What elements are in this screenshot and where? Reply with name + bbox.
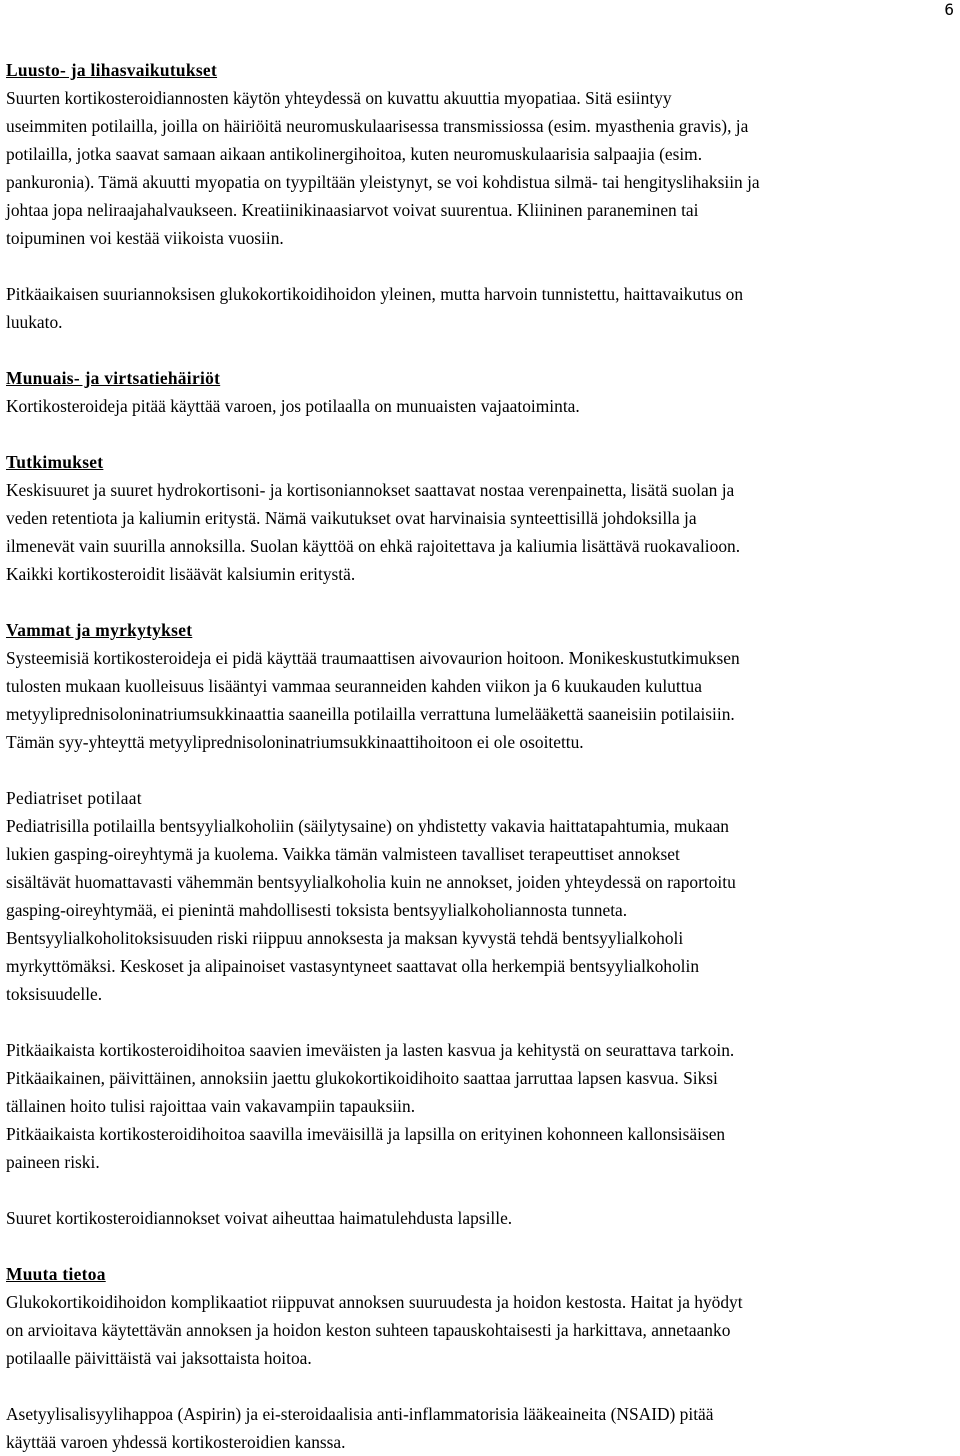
text-line: Pitkäaikaisen suuriannoksisen glukokortikoidihoidon yleinen, mutta harvoin tunnistettu, haittavaikutus on <box>6 284 744 304</box>
text-line: ilmenevät vain suurilla annoksilla. Suolan käyttöä on ehkä rajoitettava ja kaliumia lisättävä ruokavalioon. <box>6 536 741 556</box>
text-line: Pitkäaikaista kortikosteroidihoitoa saavien imeväisten ja lasten kasvua ja kehitystä on seurattava tarkoin. <box>6 1040 735 1060</box>
text-line: käyttää varoen yhdessä kortikosteroidien kanssa. <box>6 1432 346 1452</box>
section-heading-tutkimukset: Tutkimukset <box>6 452 104 472</box>
text-line: Bentsyylialkoholitoksisuuden riski riippuu annoksesta ja maksan kyvystä tehdä bentsyylialkoholi <box>6 928 684 948</box>
text-line: Kortikosteroideja pitää käyttää varoen, jos potilaalla on munuaisten vajaatoiminta. <box>6 396 580 416</box>
section-heading-luusto: Luusto- ja lihasvaikutukset <box>6 60 218 80</box>
text-line: Systeemisiä kortikosteroideja ei pidä käyttää traumaattisen aivovaurion hoitoon. Monikeskustutkimuksen <box>6 648 740 668</box>
text-line: luukato. <box>6 312 63 332</box>
text-line: gasping-oireyhtymää, ei pienintä mahdollisesti toksista bentsyylialkoholiannosta tunneta. <box>6 900 628 920</box>
text-line: metyyliprednisoloninatriumsukkinaattia saaneilla potilailla verrattuna lumelääkettä saaneisiin potilaisiin. <box>6 704 735 724</box>
text-line: useimmiten potilailla, joilla on häiriöitä neuromuskulaarisessa transmissiossa (esim. myasthenia gravis), ja <box>6 116 749 136</box>
section-body-muuta <box>6 1288 950 1372</box>
text-line: veden retentiota ja kaliumin eritystä. Nämä vaikutukset ovat harvinaisia synteettisillä johdoksilla ja <box>6 508 697 528</box>
text-line: myrkyttömäksi. Keskoset ja alipainoiset vastasyntyneet saattavat olla herkempiä bentsyylialkoholin <box>6 956 700 976</box>
section-heading-vammat: Vammat ja myrkytykset <box>6 620 193 640</box>
paragraph-luukato <box>6 280 950 336</box>
text-line: Kaikki kortikosteroidit lisäävät kalsiumin eritystä. <box>6 564 356 584</box>
paragraph-nsaid <box>6 1400 950 1456</box>
text-line: Suurten kortikosteroidiannosten käytön yhteydessä on kuvattu akuuttia myopatiaa. Sitä esiintyy <box>6 88 672 108</box>
section-body-pediatriset <box>6 812 950 1008</box>
section-heading-munuais: Munuais- ja virtsatiehäiriöt <box>6 368 221 388</box>
section-body-luusto <box>6 84 950 252</box>
text-line: Tämän syy-yhteyttä metyyliprednisoloninatriumsukkinaattihoitoon ei ole osoitettu. <box>6 732 584 752</box>
section-body-munuais <box>6 392 950 420</box>
text-line: toksisuudelle. <box>6 984 103 1004</box>
text-line: paineen riski. <box>6 1152 100 1172</box>
text-line: Glukokortikoidihoidon komplikaatiot riippuvat annoksen suuruudesta ja hoidon kestosta. Haitat ja hyödyt <box>6 1292 743 1312</box>
text-line: Suuret kortikosteroidiannokset voivat aiheuttaa haimatulehdusta lapsille. <box>6 1208 513 1228</box>
text-line: potilailla, jotka saavat samaan aikaan antikolinergihoitoa, kuten neuromuskulaarisia salpaajia (esim. <box>6 144 703 164</box>
text-line: tällainen hoito tulisi rajoittaa vain vakavampiin tapauksiin. <box>6 1096 416 1116</box>
text-line: Pediatrisilla potilailla bentsyylialkoholiin (säilytysaine) on yhdistetty vakavia haittatapahtumia, mukaan <box>6 816 729 836</box>
page-number: 6 <box>944 0 954 19</box>
section-body-vammat <box>6 644 950 756</box>
section-heading-pediatriset: Pediatriset potilaat <box>6 788 142 808</box>
text-line: Pitkäaikaista kortikosteroidihoitoa saavilla imeväisillä ja lapsilla on erityinen kohonneen kallonsisäisen <box>6 1124 726 1144</box>
text-line: pankuronia). Tämä akuutti myopatia on tyypiltään yleistynyt, se voi kohdistua silmä- tai hengityslihaksiin ja <box>6 172 760 192</box>
text-line: lukien gasping-oireyhtymä ja kuolema. Vaikka tämän valmisteen tavalliset terapeuttiset annokset <box>6 844 680 864</box>
paragraph-kasvu <box>6 1036 950 1176</box>
text-line: potilaalle päivittäistä vai jaksottaista hoitoa. <box>6 1348 312 1368</box>
text-line: johtaa jopa neliraajahalvaukseen. Kreatiinikinaasiarvot voivat suurentua. Kliininen paraneminen tai <box>6 200 699 220</box>
text-line: Keskisuuret ja suuret hydrokortisoni- ja kortisoniannokset saattavat nostaa verenpainetta, lisätä suolan ja <box>6 480 735 500</box>
section-body-tutkimukset <box>6 476 950 588</box>
text-line: Asetyylisalisyylihappoa (Aspirin) ja ei-steroidaalisia anti-inflammatorisia lääkeaineita (NSAID) pitää <box>6 1404 714 1424</box>
document-body <box>6 56 950 1456</box>
text-line: toipuminen voi kestää viikoista vuosiin. <box>6 228 284 248</box>
text-line: on arvioitava käytettävän annoksen ja hoidon keston suhteen tapauskohtaisesti ja harkittava, annetaanko <box>6 1320 731 1340</box>
section-heading-muuta: Muuta tietoa <box>6 1264 106 1284</box>
text-line: tulosten mukaan kuolleisuus lisääntyi vammaa seuranneiden kahden viikon ja 6 kuukauden kuluttua <box>6 676 702 696</box>
text-line: Pitkäaikainen, päivittäinen, annoksiin jaettu glukokortikoidihoito saattaa jarruttaa lapsen kasvua. Siksi <box>6 1068 718 1088</box>
text-line: sisältävät huomattavasti vähemmän bentsyylialkoholia kuin ne annokset, joiden yhteydessä on raportoitu <box>6 872 736 892</box>
paragraph-haimatulehdus <box>6 1204 950 1232</box>
